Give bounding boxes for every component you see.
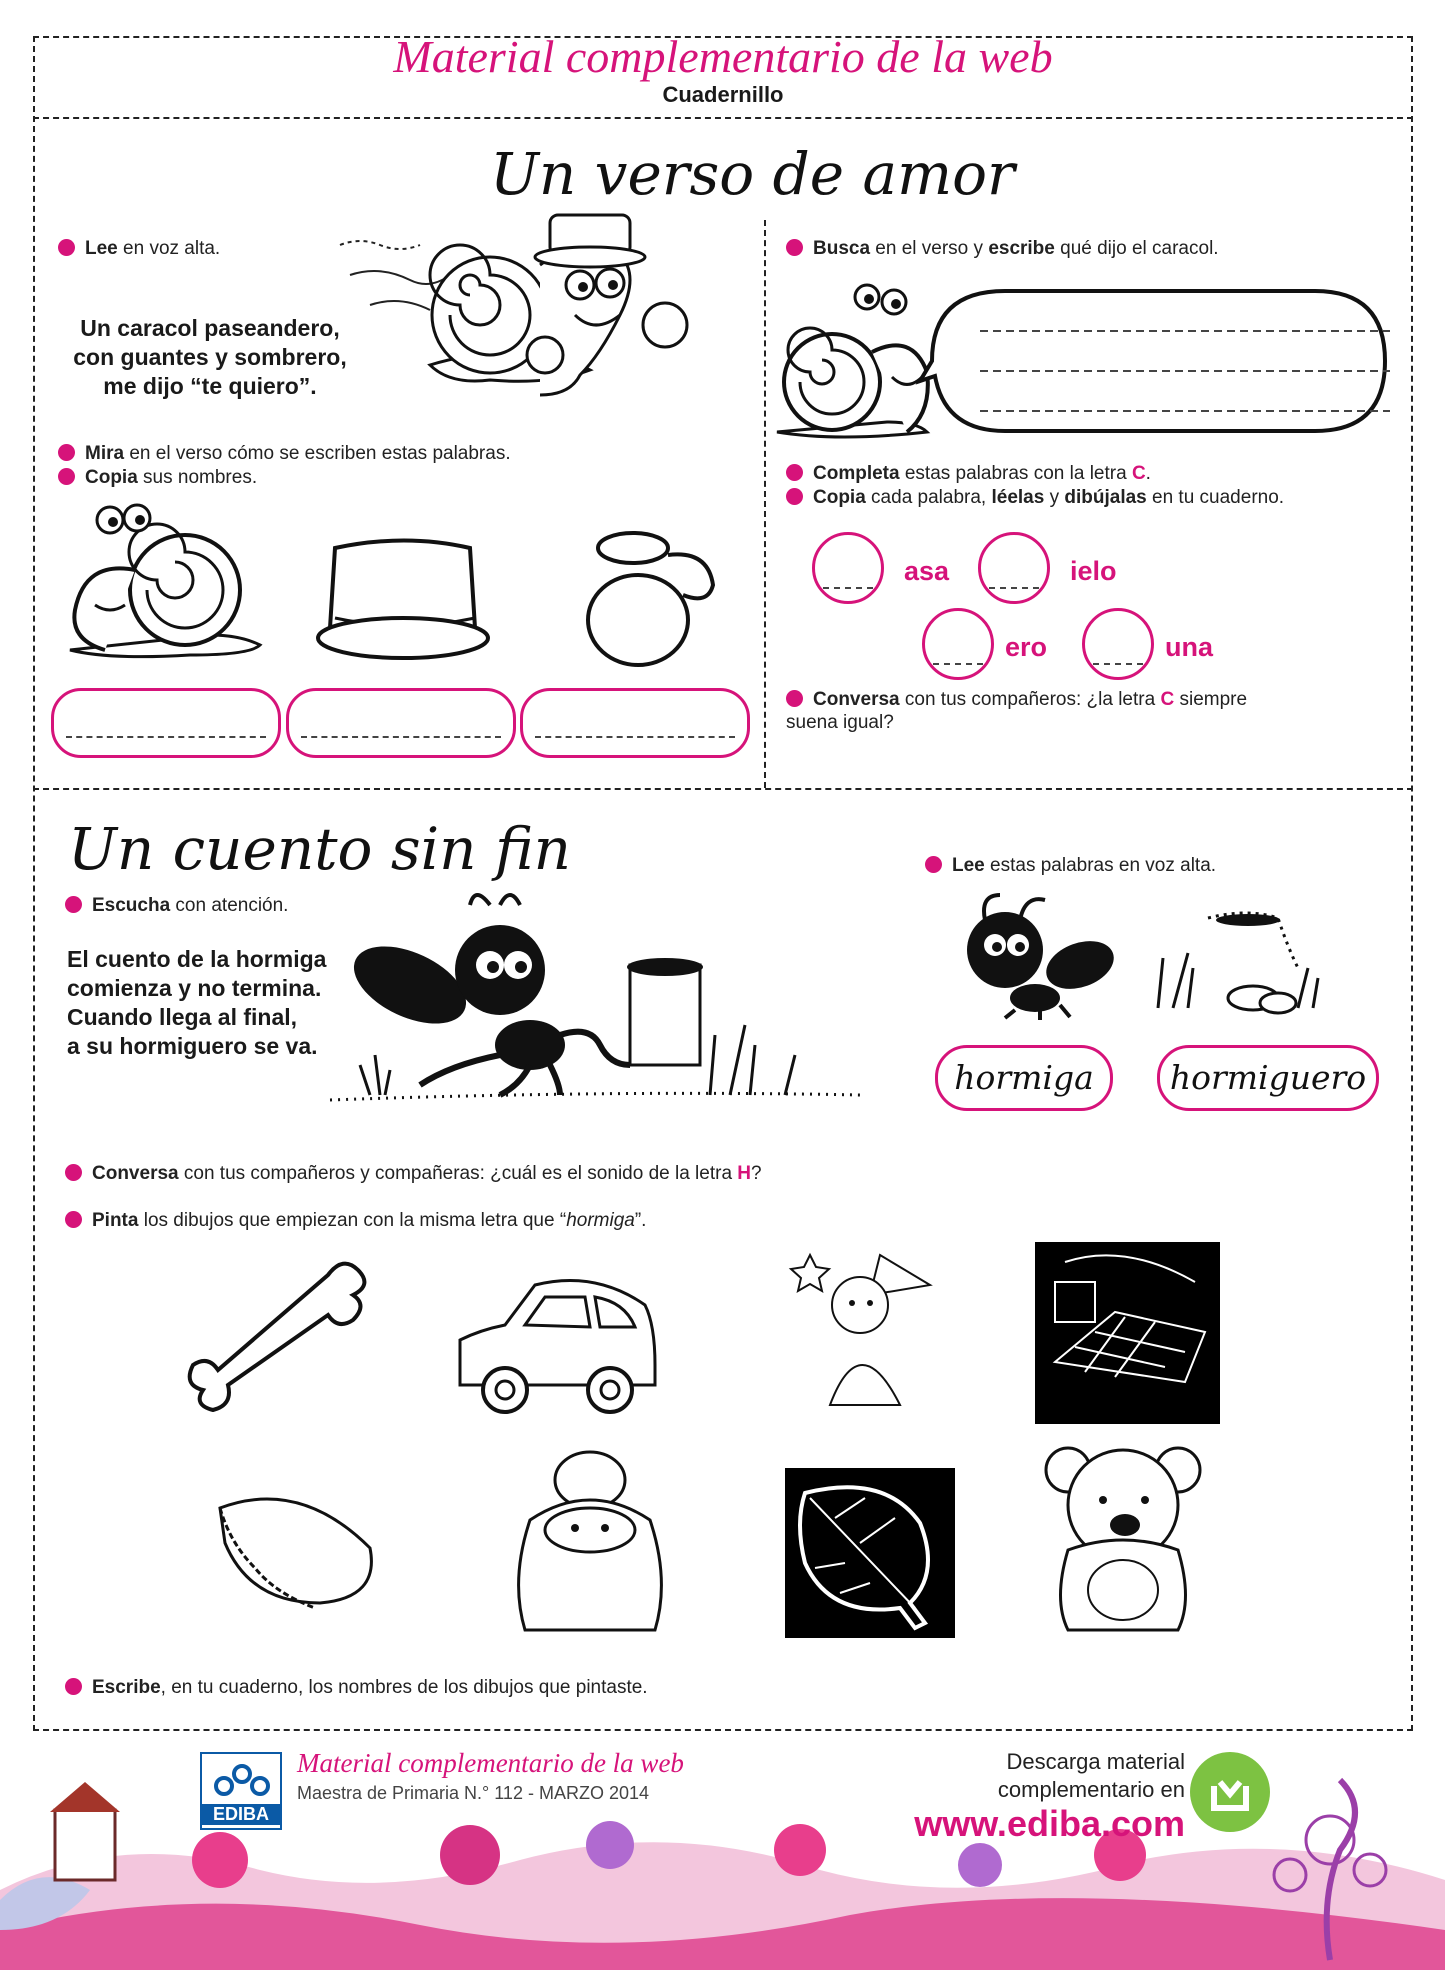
logo-mark-icon [212, 1760, 272, 1800]
suffix-asa: asa [904, 556, 950, 586]
search-instruction: Busca en el verso y escribe qué dijo el caracol. [786, 238, 1219, 260]
letter-circle-3[interactable] [922, 608, 994, 680]
bullet-icon [65, 1211, 82, 1228]
download-text: Descarga material complementario en [997, 1749, 1185, 1802]
look-instruction: Mira en el verso cómo se escriben estas palabras. [58, 443, 511, 465]
leaf-icon [785, 1468, 955, 1638]
header-divider [33, 117, 1413, 119]
ediba-logo: EDIBA [200, 1752, 282, 1830]
hippo-icon [510, 1440, 670, 1640]
bullet-icon [786, 488, 803, 505]
bullet-icon [65, 896, 82, 913]
paint-instruction: Pinta los dibujos que empiezan con la misma letra que “hormiga”. [65, 1210, 646, 1232]
download-icon [1208, 1768, 1252, 1816]
verse-block [60, 314, 360, 401]
bullet-icon [65, 1164, 82, 1181]
suffix-ielo: ielo [1070, 556, 1117, 586]
read-words-instruction: Lee estas palabras en voz alta. [925, 855, 1216, 877]
complete-instruction: Completa estas palabras con la letra C. [786, 463, 1151, 485]
copy-read-instruction: Copia cada palabra, léelas y dibújalas en tu cuaderno. [786, 487, 1284, 509]
section-divider [33, 788, 1413, 790]
letter-circle-1[interactable] [812, 532, 884, 604]
talk-c-instruction: Conversa con tus compañeros: ¿la letra C siempre suena igual? [786, 689, 1248, 733]
word-hormiguero: hormiguero [1157, 1045, 1379, 1111]
website-link[interactable]: www.ediba.com [914, 1803, 1185, 1844]
footer-issue: Maestra de Primaria N.° 112 - MARZO 2014 [297, 1783, 649, 1803]
read-instruction: Lee en voz alta. [58, 238, 220, 260]
story-line: El cuento de la hormiga [67, 946, 327, 972]
bullet-icon [786, 690, 803, 707]
story-line: a su hormiguero se va. [67, 1033, 318, 1059]
empanada-icon [215, 1488, 380, 1618]
header-title: Material complementario de la web [393, 31, 1053, 82]
suffix-una: una [1165, 632, 1214, 662]
suffix-ero: ero [1005, 632, 1048, 662]
bullet-icon [65, 1678, 82, 1695]
verse-line: con guantes y sombrero, [73, 344, 347, 370]
anthill-icon [1148, 908, 1328, 1028]
ant-icon [330, 895, 890, 1120]
ant-icon [945, 890, 1120, 1020]
header-subtitle: Cuadernillo [662, 82, 784, 107]
talk-h-instruction: Conversa con tus compañeros y compañeras: ¿cuál es el sonido de la letra H? [65, 1163, 762, 1185]
verse-line: Un caracol paseandero, [80, 315, 340, 341]
section2-title: Un cuento sin fin [68, 815, 571, 883]
bullet-icon [925, 856, 942, 873]
story-block [67, 945, 326, 1061]
answer-box-1[interactable] [51, 688, 281, 758]
bullet-icon [786, 464, 803, 481]
write-instruction: Escribe, en tu cuaderno, los nombres de los dibujos que pintaste. [65, 1677, 648, 1699]
bullet-icon [58, 444, 75, 461]
bullet-icon [786, 239, 803, 256]
bullet-icon [58, 468, 75, 485]
story-line: Cuando llega al final, [67, 1004, 298, 1030]
snail-icon [772, 282, 942, 447]
copy-instruction: Copia sus nombres. [58, 467, 257, 489]
answer-box-2[interactable] [286, 688, 516, 758]
snail-icon [330, 205, 730, 425]
column-divider [764, 220, 766, 788]
verse-line: me dijo “te quiero”. [103, 373, 317, 399]
download-button[interactable] [1190, 1752, 1270, 1832]
bear-icon [1033, 1440, 1213, 1640]
hat-icon [315, 538, 490, 668]
letter-circle-4[interactable] [1082, 608, 1154, 680]
footer-title: Material complementario de la web [297, 1748, 684, 1778]
word-hormiga: hormiga [935, 1045, 1113, 1111]
answer-box-3[interactable] [520, 688, 750, 758]
bone-icon [178, 1255, 378, 1405]
ice-tray-icon [1035, 1242, 1220, 1424]
speech-bubble[interactable] [925, 286, 1405, 441]
glove-icon [578, 530, 728, 670]
snail-icon [65, 500, 265, 670]
letter-circle-2[interactable] [978, 532, 1050, 604]
listen-instruction: Escucha con atención. [65, 895, 288, 917]
bullet-icon [58, 239, 75, 256]
section1-title: Un verso de amor [490, 140, 1015, 208]
car-icon [450, 1275, 660, 1425]
story-line: comienza y no termina. [67, 975, 322, 1001]
fairy-icon [790, 1245, 945, 1430]
